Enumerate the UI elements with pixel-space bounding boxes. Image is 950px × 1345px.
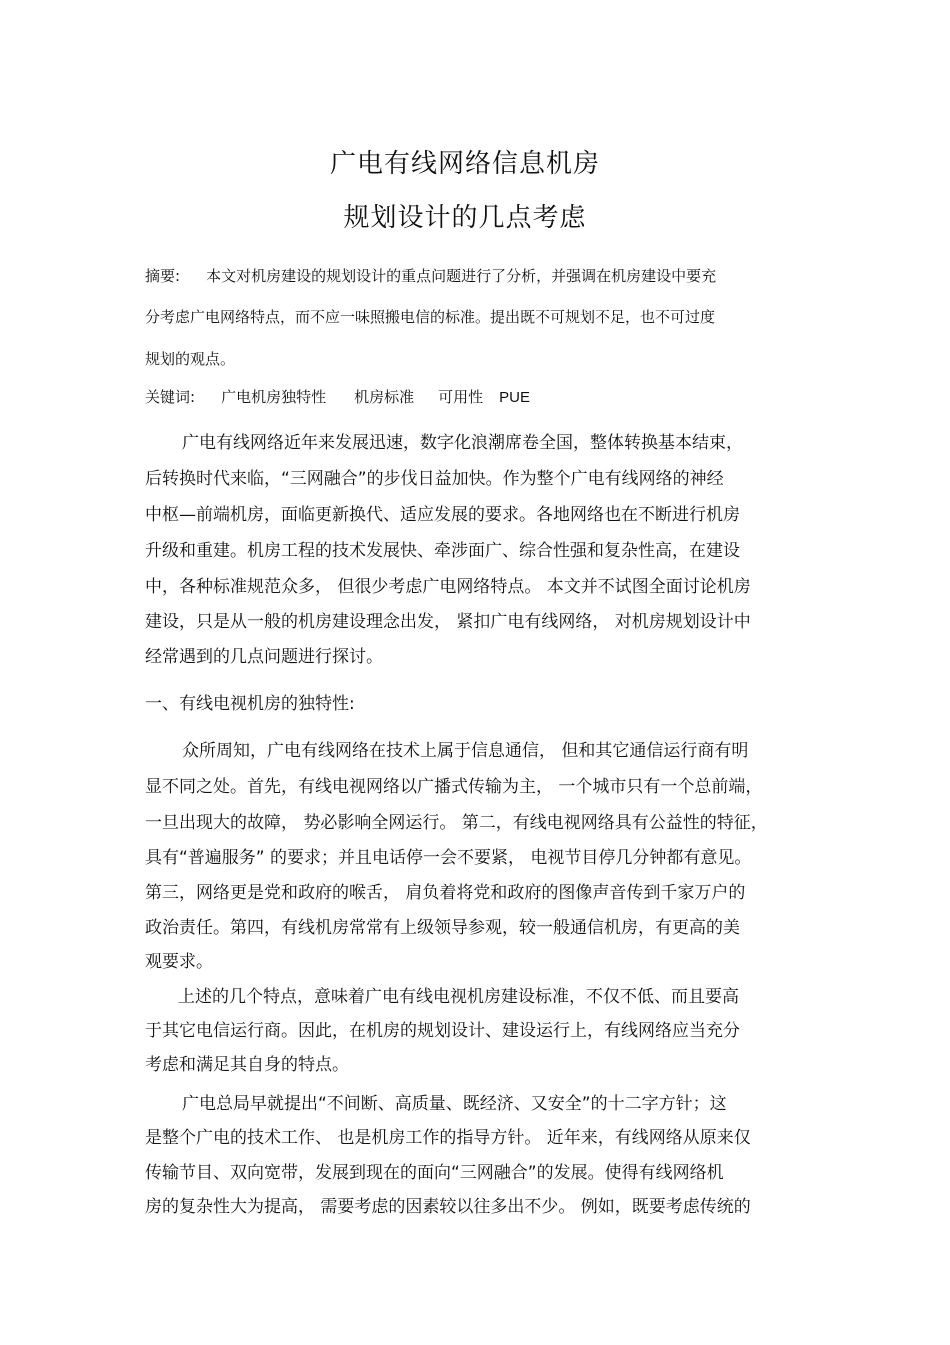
paragraph-line: 一旦出现大的故障， 势必影响全网运行。 第二，有线电视网络具有公益性的特征， <box>145 813 768 833</box>
paragraph-line: 是整个广电的技术工作、 也是机房工作的指导方针。 近年来，有线网络从原来仅 <box>145 1128 751 1148</box>
paragraph-line: 房的复杂性大为提高， 需要考虑的因素较以往多出不少。 例如，既要考虑传统的 <box>145 1197 751 1217</box>
paragraph-line: 上述的几个特点，意味着广电有线电视机房建设标准，不仅不低、而且要高 <box>178 987 739 1007</box>
title-line-1: 广电有线网络信息机房 <box>329 149 600 179</box>
intro-line: 广电有线网络近年来发展迅速，数字化浪潮席卷全国，整体转换基本结束， <box>182 433 743 453</box>
paragraph-line: 具有“普遍服务” 的要求；并且电话停一会不要紧， 电视节目停几分钟都有意见。 <box>145 848 752 868</box>
intro-line: 经常遇到的几点问题进行探讨。 <box>145 647 383 667</box>
paragraph-line: 众所周知，广电有线网络在技术上属于信息通信， 但和其它通信运行商有明 <box>182 741 749 761</box>
intro-line: 中枢—前端机房，面临更新换代、适应发展的要求。各地网络也在不断进行机房 <box>145 505 740 525</box>
paragraph-line: 考虑和满足其自身的特点。 <box>145 1055 349 1075</box>
intro-line: 升级和重建。机房工程的技术发展快、牵涉面广、综合性强和复杂性高，在建设 <box>145 541 740 561</box>
title-line-2: 规划设计的几点考虑 <box>343 203 587 233</box>
paragraph-line: 显不同之处。首先，有线电视网络以广播式传输为主， 一个城市只有一个总前端， <box>145 777 763 797</box>
paragraph-line: 传输节目、双向宽带，发展到现在的面向“三网融合”的发展。使得有线网络机 <box>145 1163 724 1183</box>
abstract-line-3: 规划的观点。 <box>145 350 236 368</box>
keyword-item: 广电机房独特性 <box>221 388 327 406</box>
keyword-item: PUE <box>499 389 530 406</box>
keywords-line <box>145 386 530 409</box>
section-heading: 一、有线电视机房的独特性: <box>145 694 355 714</box>
intro-line: 后转换时代来临，“三网融合”的步伐日益加快。作为整个广电有线网络的神经 <box>145 469 724 489</box>
paragraph-line: 广电总局早就提出“不间断、高质量、既经济、又安全”的十二字方针；这 <box>182 1094 727 1114</box>
keywords-label: 关键词: <box>145 388 196 406</box>
keyword-item: 机房标准 <box>354 388 415 406</box>
abstract-label: 摘要: <box>145 267 181 285</box>
abstract-line-1 <box>145 265 716 287</box>
paragraph-line: 于其它电信运行商。因此，在机房的规划设计、建设运行上，有线网络应当充分 <box>145 1021 740 1041</box>
intro-line: 建设，只是从一般的机房建设理念出发， 紧扣广电有线网络， 对机房规划设计中 <box>145 612 751 632</box>
paragraph-line: 观要求。 <box>145 952 213 972</box>
paragraph-line: 政治责任。第四，有线机房常常有上级领导参观，较一般通信机房，有更高的美 <box>145 918 740 938</box>
abstract-line-2: 分考虑广电网络特点，而不应一味照搬电信的标准。提出既不可规划不足，也不可过度 <box>145 308 716 326</box>
abstract-text-1: 本文对机房建设的规划设计的重点问题进行了分析，并强调在机房建设中要充 <box>206 267 717 285</box>
keyword-item: 可用性 <box>438 388 484 406</box>
paragraph-line: 第三，网络更是党和政府的喉舌， 肩负着将党和政府的图像声音传到千家万户的 <box>145 883 746 903</box>
intro-line: 中，各种标准规范众多， 但很少考虑广电网络特点。 本文并不试图全面讨论机房 <box>145 577 751 597</box>
